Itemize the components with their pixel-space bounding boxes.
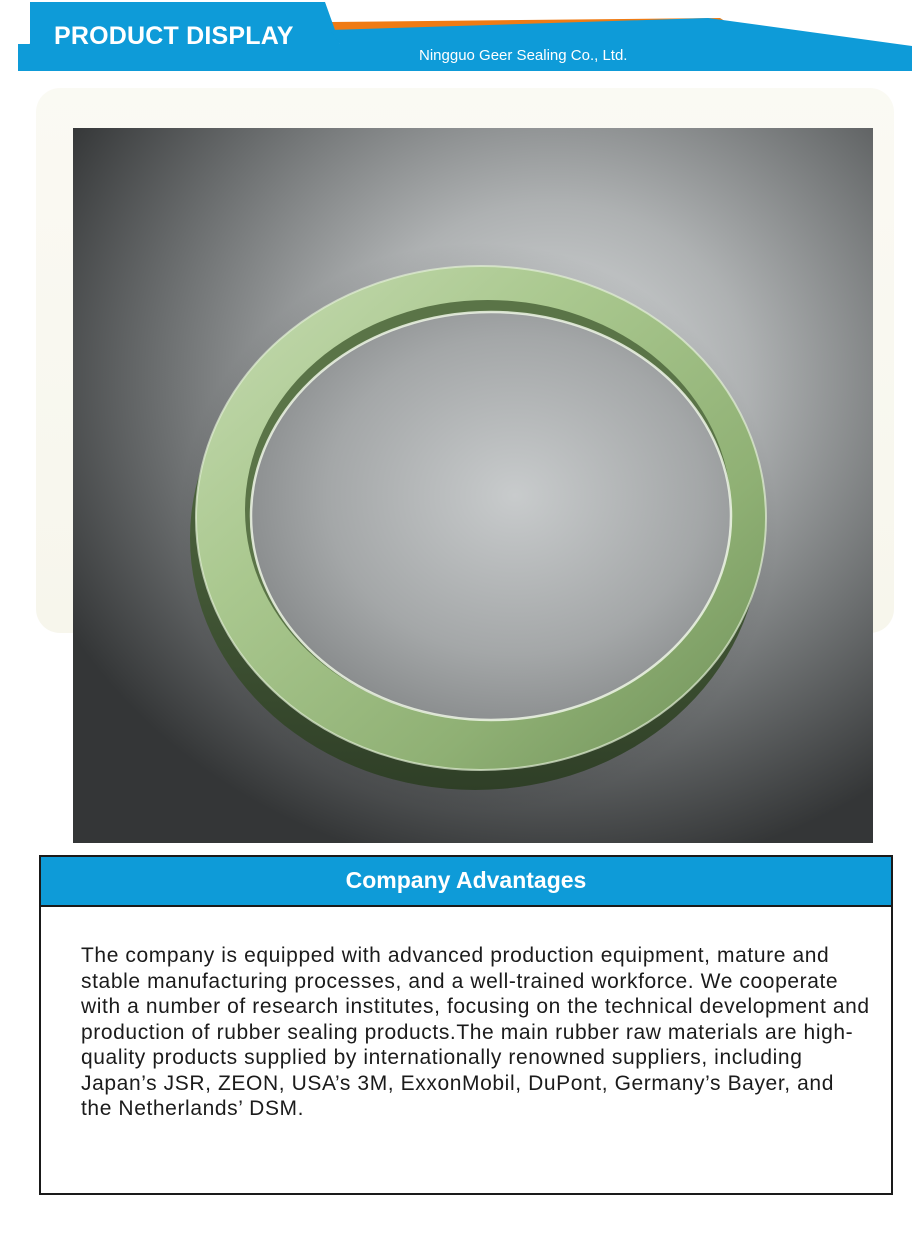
advantages-title: Company Advantages	[345, 867, 587, 893]
advantages-header	[41, 857, 891, 907]
product-photo	[73, 128, 873, 843]
advantages-box	[39, 855, 893, 1195]
banner-title: PRODUCT DISPLAY	[54, 22, 294, 50]
advantages-body: The company is equipped with advanced production equipment, mature and stable manufacturing processes, and a well-trained workforce. We cooperate with a number of research institutes, focusing on the technical development and production of rubber sealing products.The main rubber raw materials are high-quality products supplied by internationally renowned suppliers, including Japan’s JSR, ZEON, USA’s 3M, ExxonMobil, DuPont, Germany’s Bayer, and the Netherlands’ DSM.	[81, 944, 870, 1120]
green-ring-seal-icon	[73, 128, 873, 843]
header-banner	[0, 0, 915, 75]
company-name: Ningguo Geer Sealing Co., Ltd.	[419, 47, 628, 64]
